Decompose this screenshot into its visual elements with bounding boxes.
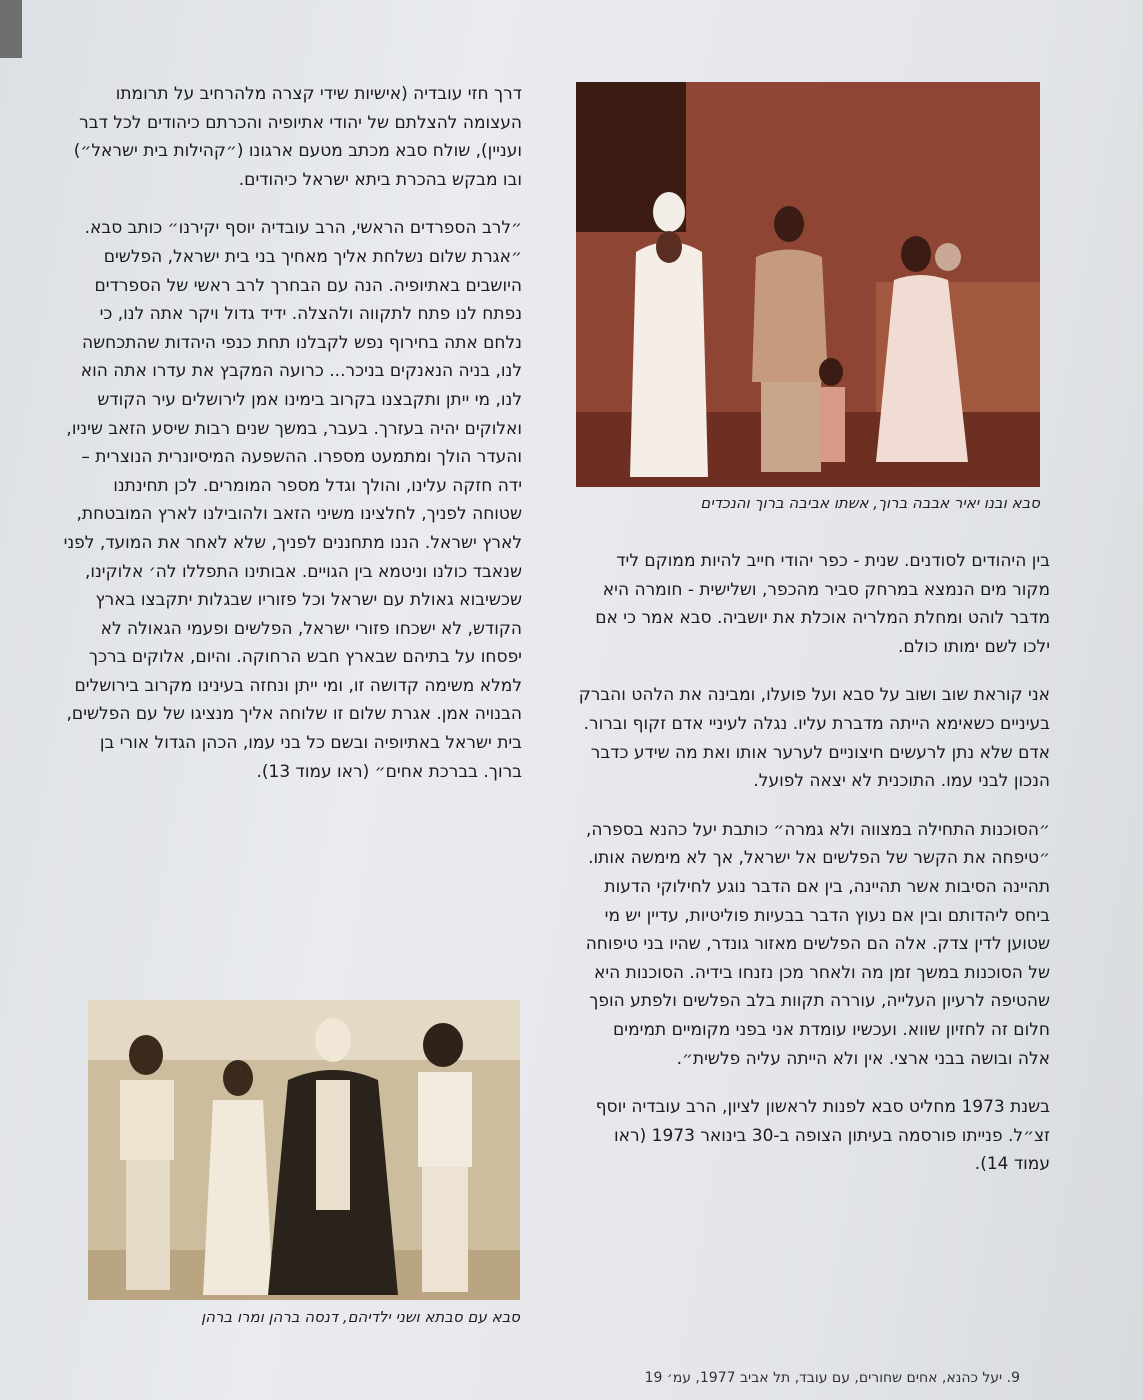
family-photo-bottom <box>88 1000 520 1300</box>
page-corner-mark <box>0 0 22 58</box>
right-text-column <box>576 547 1050 1199</box>
left-text-column <box>62 80 522 806</box>
photo-top-caption: סבא ובנו יאיר אבבה ברוך, אשתו אביבה ברוך והנכדים <box>700 494 1040 512</box>
photo-bottom-caption: סבא עם סבתא ושני ילדיהם, דנסה ברהן ומרו ברהן <box>201 1308 520 1326</box>
family-photo-illustration <box>88 1000 520 1300</box>
paragraph: דרך חזי עובדיה (אישיות שידי קצרה מלהרחיב על תרומתו העצומה להצלתם של יהודי אתיופיה והכרתם כיהודים לכל דבר ועניין), שולח סבא מכתב מטעם ארגונו (״קהילות בית ישראל״) ובו מבקש בהכרת ביתא ישראל כיהודים. <box>73 84 522 190</box>
footnote: 9. יעל כהנא, אחים שחורים, עם עובד, תל אביב 1977, עמ׳ 19 <box>644 1370 1020 1386</box>
family-photo-top <box>576 82 1040 487</box>
paragraph: אני קוראת שוב ושוב על סבא ועל פועלו, ומבינה את הלהט והברק בעיניים כשאימא הייתה מדברת עליו. נגלה לעיניי אדם זקוף וברור. אדם שלא נתן לרעשים חיצוניים לערער אותו ואת מה שידע כדבר הנכון לבני עמו. התוכנית לא יצאה לפועל. <box>578 685 1050 792</box>
paragraph: בין היהודים לסודנים. שנית - כפר יהודי חייב להיות ממוקם ליד מקור מים הנמצא במרחק סביר מהכפר, ושלישית - חומרה היא מדבר לוהט ומחלת המלריה אוכלת את יושביה. סבא אמר כי אם ילכו לשם ימותו כולם. <box>595 551 1050 657</box>
paragraph: בשנת 1973 מחליט סבא לפנות לראשון לציון, הרב עובדיה יוסף זצ״ל. פנייתו פורסמה בעיתון הצופה ב-30 בינואר 1973 (ראו עמוד 14). <box>595 1097 1050 1175</box>
family-photo-illustration <box>576 82 1040 487</box>
paragraph: ״הסוכנות התחילה במצווה ולא גמרה״ כותבת יעל כהנא בספרה, ״טיפחה את הקשר של הפלשים אל ישראל, אך לא מימשה אותו. תהיינה הסיבות אשר תהיינה, בין אם הדבר נוגע לחילוקי הדעות ביחס ליהדותם ובין אם נעוץ הדבר בבעיות פוליטיות, עדיין יש מי שטוען לדין צדק. אלה הם הפלשים מאזור גונדר, שהיו בני טיפוחה של הסוכנות במשך זמן מה ולאחר מכן נזנחו בידיה. הסוכנות היא שהטיפה לרעיון העלייה, עוררה תקוות בלב הפלשים ולפתע הופך חלום זה לחזיון שווא. ועכשיו עומדת אני בפני מקומיים תמימים אלה ובושה בבני ארצי. אין ולא הייתה עליה פלשית״. <box>585 819 1050 1069</box>
paragraph: ״לרב הספרדים הראשי, הרב עובדיה יוסף יקירנו״ כותב סבא. ״אגרת שלום נשלחת אליך מאחיך בני בית ישראל, הפלשים היושבים באתיופיה. הנה עם הבחרך לרב ראשי של הספרדים נפתח לנו פתח לתקווה ולהצלה. ידיד גדול ויקר אתה לנו, כי נלחם אתה בחירוף נפש לקבלנו תחת כנפי היהדות שהתכחשה לנו, בניה הנאנקים בניכר... כרועה המקבץ את עדרו אתה הוא לנו, מי ייתן ותקבצנו בקרוב בימינו אמן לירושלים עיר הקודש ואלוקים יהיה בעזרך. בעבר, במשך שנים רבות שיסע הזאב שיניו, והעדר הולך ומתמעט מספרו. ההשפעה המיסיונרית הנוצרית – ידה חזקה עלינו, והולך וגדל מספר המומרים. לכן תחינתנו שטוחה לפניך, לחלצינו משיני הזאב ולהובילנו לארץ המובטחת, לארץ ישראל. הננו מתחננים לפניך, שלא לאחר את המועד, לפני שנאבד כולנו וניטמא בין הגויים. אבותינו התפללו לה׳ אלוקינו, שכשיבוא גאולת עם ישראל וכל פזוריו שבגלות יתקבצו בארץ הקודש, לא ישכחו פזורי ישראל, הפלשים ופעמי הגאולה לא יפסחו על בתיהם שבארץ חבש הרחוקה. והיום, אלוקים ברכך למלא משימה קדושה זו, ומי ייתן ונחזה בעינינו מקרוב בירושלים הבנויה אמן. אגרת שלום זו שלוחה אליך מנציגו של עם הפלשים, בית ישראל באתיופיה ובשם כל בני עמו, הכהן הגדול אורי בן ברוך. בברכת אחים״ (ראו עמוד 13). <box>63 218 522 782</box>
